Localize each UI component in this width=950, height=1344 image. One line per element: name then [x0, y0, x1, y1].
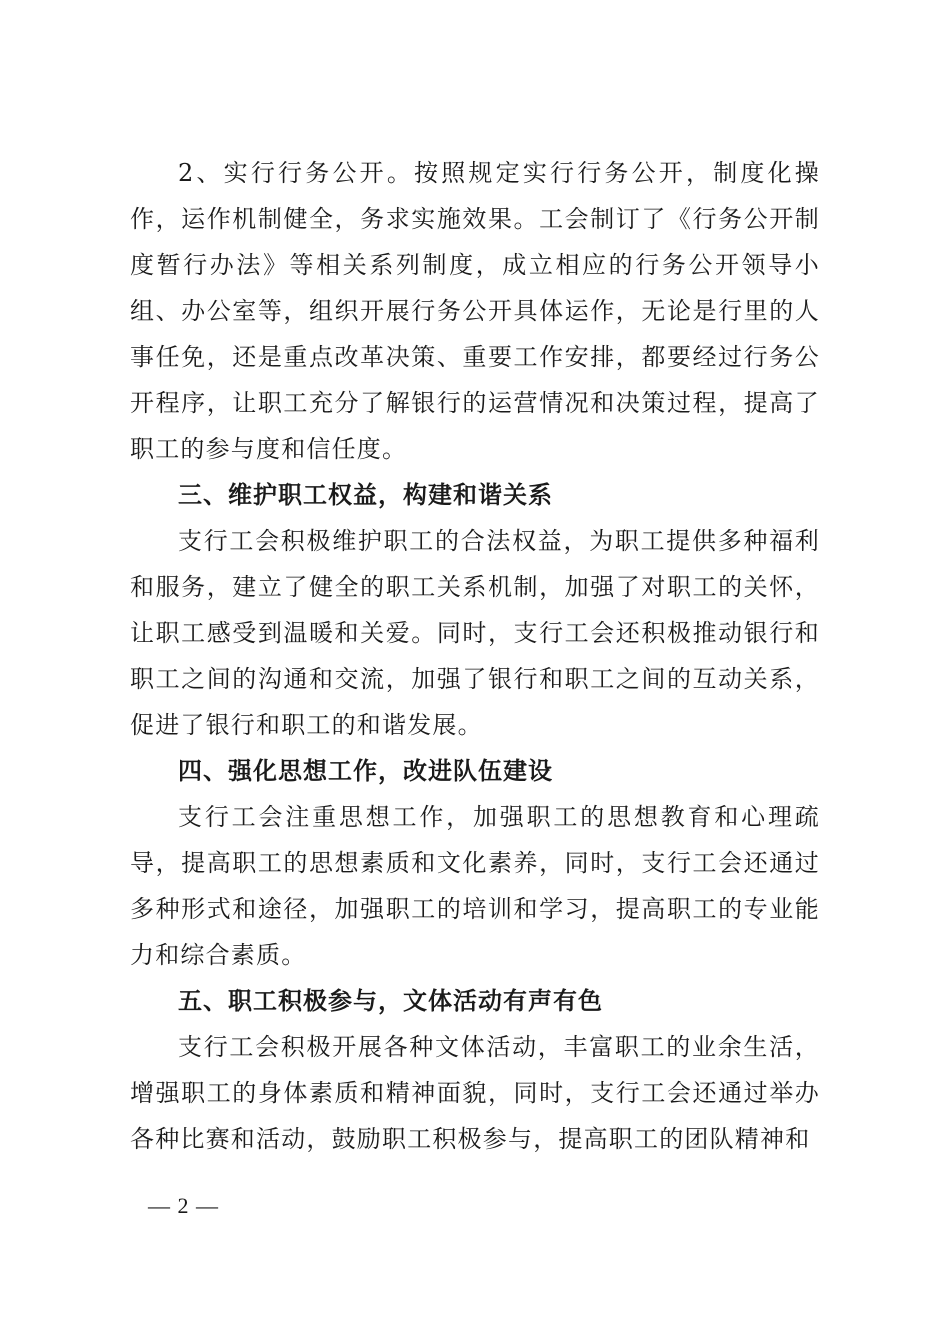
section-heading-4: 四、强化思想工作，改进队伍建设 — [178, 757, 553, 785]
paragraph-activities: 支行工会积极开展各种文体活动，丰富职工的业余生活，增强职工的身体素质和精神面貌，同时，支行工会还通过举办各种比赛和活动，鼓励职工积极参与，提高职工的团队精神和 — [130, 1033, 820, 1153]
section-heading-5: 五、职工积极参与，文体活动有声有色 — [178, 987, 603, 1015]
paragraph-ideology: 支行工会注重思想工作，加强职工的思想教育和心理疏导，提高职工的思想素质和文化素养，同时，支行工会还通过多种形式和途径，加强职工的培训和学习，提高职工的专业能力和综合素质。 — [130, 803, 820, 969]
section-heading-3: 三、维护职工权益，构建和谐关系 — [178, 481, 553, 509]
paragraph-open-affairs: 2、实行行务公开。按照规定实行行务公开，制度化操作，运作机制健全，务求实施效果。工会制订了《行务公开制度暂行办法》等相关系列制度，成立相应的行务公开领导小组、办公室等，组织开展行务公开具体运作，无论是行里的人事任免，还是重点改革决策、重要工作安排，都要经过行务公开程序，让职工充分了解银行的运营情况和决策过程，提高了职工的参与度和信任度。 — [130, 159, 820, 463]
document-body — [130, 150, 820, 1162]
paragraph-rights: 支行工会积极维护职工的合法权益，为职工提供多种福利和服务，建立了健全的职工关系机制，加强了对职工的关怀，让职工感受到温暖和关爱。同时，支行工会还积极推动银行和职工之间的沟通和交流，加强了银行和职工之间的互动关系，促进了银行和职工的和谐发展。 — [130, 527, 820, 739]
page-number: — 2 — — [148, 1193, 219, 1218]
